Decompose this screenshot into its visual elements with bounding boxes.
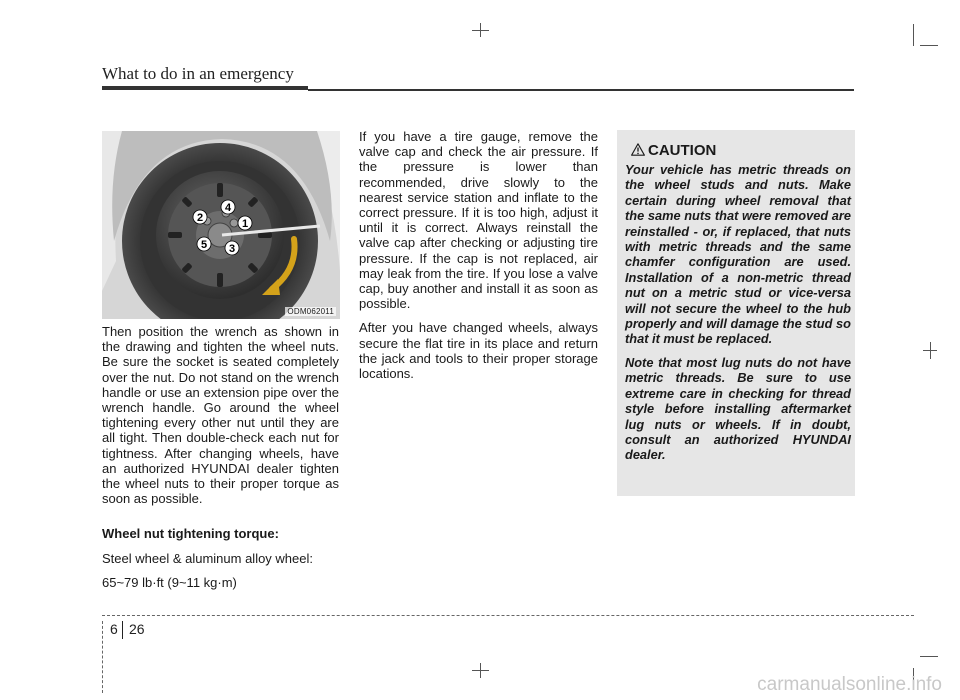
torque-wheel-type: Steel wheel & aluminum alloy wheel: [102, 550, 313, 566]
nut-number-2 [193, 210, 207, 224]
figure-caption: ODM062011 [287, 307, 334, 316]
page-number: 26 [129, 621, 145, 637]
tire-pressure-paragraph: If you have a tire gauge, remove the valve cap and check the air pressure. If the pressure is lower than recommended, drive slowly to the nearest service station and inflate to the correct pressure. If it is too high, adjust it until it is correct. Always reinstall the valve cap after checking or adjusting tire pressure. If the cap is not replaced, air may leak from the tire. If you lose a valve cap, buy another and install it as soon as possible. [359, 129, 598, 312]
crop-mark-bottom [472, 670, 489, 671]
caution-title: CAUTION [648, 142, 717, 159]
crop-mark-right [923, 350, 937, 351]
column-middle [359, 129, 598, 390]
crop-mark-top [472, 30, 489, 31]
storage-paragraph: After you have changed wheels, always secure the flat tire in its place and return the jack and tools to their proper storage locations. [359, 320, 598, 382]
page-separator [122, 621, 123, 639]
svg-text:2: 2 [196, 212, 204, 224]
nut-number-3 [225, 241, 239, 255]
torque-value: 65~79 lb·ft (9~11 kg·m) [102, 574, 237, 590]
watermark: carmanualsonline.info [757, 674, 942, 695]
footer-margin-line [102, 621, 103, 693]
header-rule [308, 89, 854, 91]
caution-lug-nuts: Note that most lug nuts do not have metric threads. Be sure to use extreme care in checking for thread style before installing aftermarket lug nuts or wheels. If in doubt, consult an authorized HYUNDAI dealer. [625, 354, 851, 463]
caution-box [617, 130, 855, 496]
svg-text:4: 4 [224, 202, 232, 214]
footer-rule [102, 615, 914, 616]
caution-metric-threads: Your vehicle has metric threads on the wheel studs and nuts. Make certain during wheel removal that the same nuts that were removed are reinstalled - or, if replaced, that nuts with metric threads and the same chamfer configuration are used. Installation of a non-metric thread nut on a metric stud or vice-versa will not secure the wheel to the hub properly and will damage the stud so that it must be replaced. [625, 162, 851, 347]
crop-mark-top-right [920, 45, 938, 46]
tightening-instructions: Then position the wrench as shown in the drawing and tighten the wheel nuts. Be sure the socket is seated completely over the nut. Do not stand on the wrench handle or use an extension pipe over the wrench handle. Go around the wheel tightening every other nut until they are all tight. Then double-check each nut for tightness. After changing wheels, have an authorized HYUNDAI dealer tighten the wheel nuts to their proper torque as soon as possible. [102, 324, 339, 507]
chapter-number: 6 [110, 621, 118, 637]
nut-number-5 [197, 237, 211, 251]
header-rule-thick [102, 86, 308, 90]
crop-mark-top-right [913, 24, 914, 46]
caution-body [625, 162, 851, 471]
torque-heading: Wheel nut tightening torque: [102, 526, 279, 542]
svg-text:1: 1 [241, 218, 249, 230]
wheel-illustration [102, 131, 340, 319]
nut-number-1 [238, 216, 252, 230]
column-left [102, 324, 339, 599]
wheel-nut-figure [102, 131, 340, 319]
svg-text:5: 5 [200, 239, 208, 251]
crop-mark-bottom-right [920, 656, 938, 657]
section-title: What to do in an emergency [102, 64, 294, 83]
svg-text:3: 3 [228, 243, 236, 255]
nut-number-4 [221, 200, 235, 214]
warning-triangle-icon [631, 143, 645, 156]
